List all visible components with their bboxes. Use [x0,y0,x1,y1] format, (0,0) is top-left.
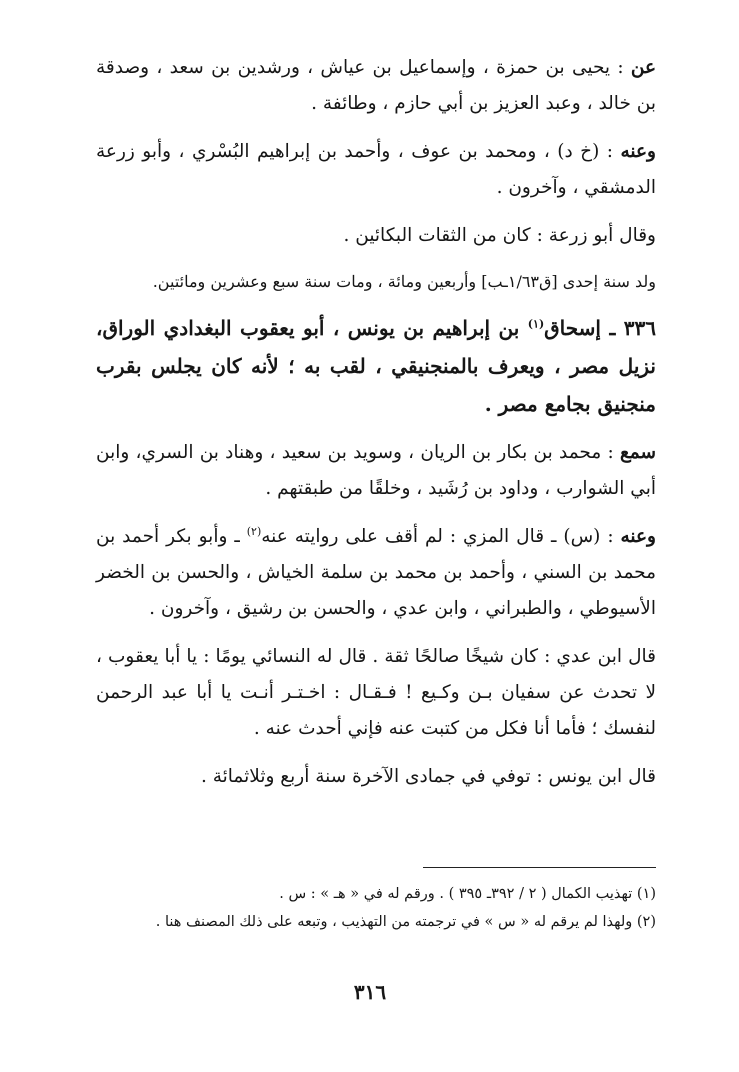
page-number: ٣١٦ [353,980,387,1004]
footnote-separator [423,867,656,868]
paragraph-text-rest: ـ وأبو بكر أحمد بن محمد بن السني ، وأحمد بن محمد بن سلمة الخياش ، والحسن بن الخضر الأسيوطي ، والطبراني ، وابن عدي ، والحسن بن رشيق ، وآخرون . [96,526,656,619]
paragraph-ibn-yunus [96,759,656,795]
paragraph-anhu-2 [96,519,656,627]
paragraph-an [96,50,656,122]
lead-word: عن [630,57,656,78]
paragraph-text: قال ابن عدي : كان شيخًا صالحًا ثقة . قال له النسائي يومًا : يا أبا يعقوب ، لا تحدث عن سفيان بـن وكـيع ! فـقـال : اخـتـر أنـت يا أبا عبد الرحمن لنفسك ؛ فأما أنا فكل من كتبت عنه فإني أحدث عنه . [96,646,656,739]
lead-word: وعنه [620,526,656,547]
paragraph-ibn-adi [96,639,656,747]
paragraph-text: : يحيى بن حمزة ، وإسماعيل بن عياش ، ورشدين بن سعد ، وصدقة بن خالد ، وعبد العزيز بن أبي حازم ، وطائفة . [96,57,656,114]
entry-heading-rest: بن إبراهيم بن يونس ، أبو يعقوب البغدادي الوراق، نزيل مصر ، ويعرف بالمنجنيقي ، لقب به ؛ لأنه كان يجلس بقرب منجنيق بجامع مصر . [96,316,656,416]
paragraph-text: وقال أبو زرعة : كان من الثقات البكائين . [343,225,656,246]
paragraph-anhu [96,134,656,206]
paragraph-text: : (خ د) ، ومحمد بن عوف ، وأحمد بن إبراهيم البُسْري ، وأبو زرعة الدمشقي ، وآخرون . [96,141,656,198]
paragraph-sama [96,435,656,507]
paragraph-text-start: : (س) ـ قال المزي : لم أقف على روايته عنه [261,526,621,547]
footnote-marker: (٢) [246,524,262,538]
entry-heading [96,309,656,423]
footnote-1: (١) تهذيب الكمال ( ٢ / ٣٩٢ـ ٣٩٥ ) . ورقم له في « هـ » : س . [279,886,656,902]
footnote-marker: (١) [527,317,545,331]
footnotes [96,880,656,936]
paragraph-text: ولد سنة إحدى [ق١/٦٣ـب] وأربعين ومائة ، ومات سنة سبع وعشرين ومائتين. [152,272,656,291]
lead-word: سمع [619,442,656,463]
main-text [96,50,656,807]
paragraph-abu-zura [96,218,656,254]
lead-word: وعنه [620,141,656,162]
paragraph-birth-death [96,266,656,297]
paragraph-text: قال ابن يونس : توفي في جمادى الآخرة سنة أربع وثلاثمائة . [200,766,656,787]
entry-heading-start: ٣٣٦ ـ إسحاق [544,316,657,340]
footnote-2: (٢) ولهذا لم يرقم له « س » في ترجمته من التهذيب ، وتبعه على ذلك المصنف هنا . [155,914,656,930]
paragraph-text: : محمد بن بكار بن الريان ، وسويد بن سعيد ، وهناد بن السري، وابن أبي الشوارب ، وداود بن رُشَيد ، وخلقًا من طبقتهم . [96,442,656,499]
